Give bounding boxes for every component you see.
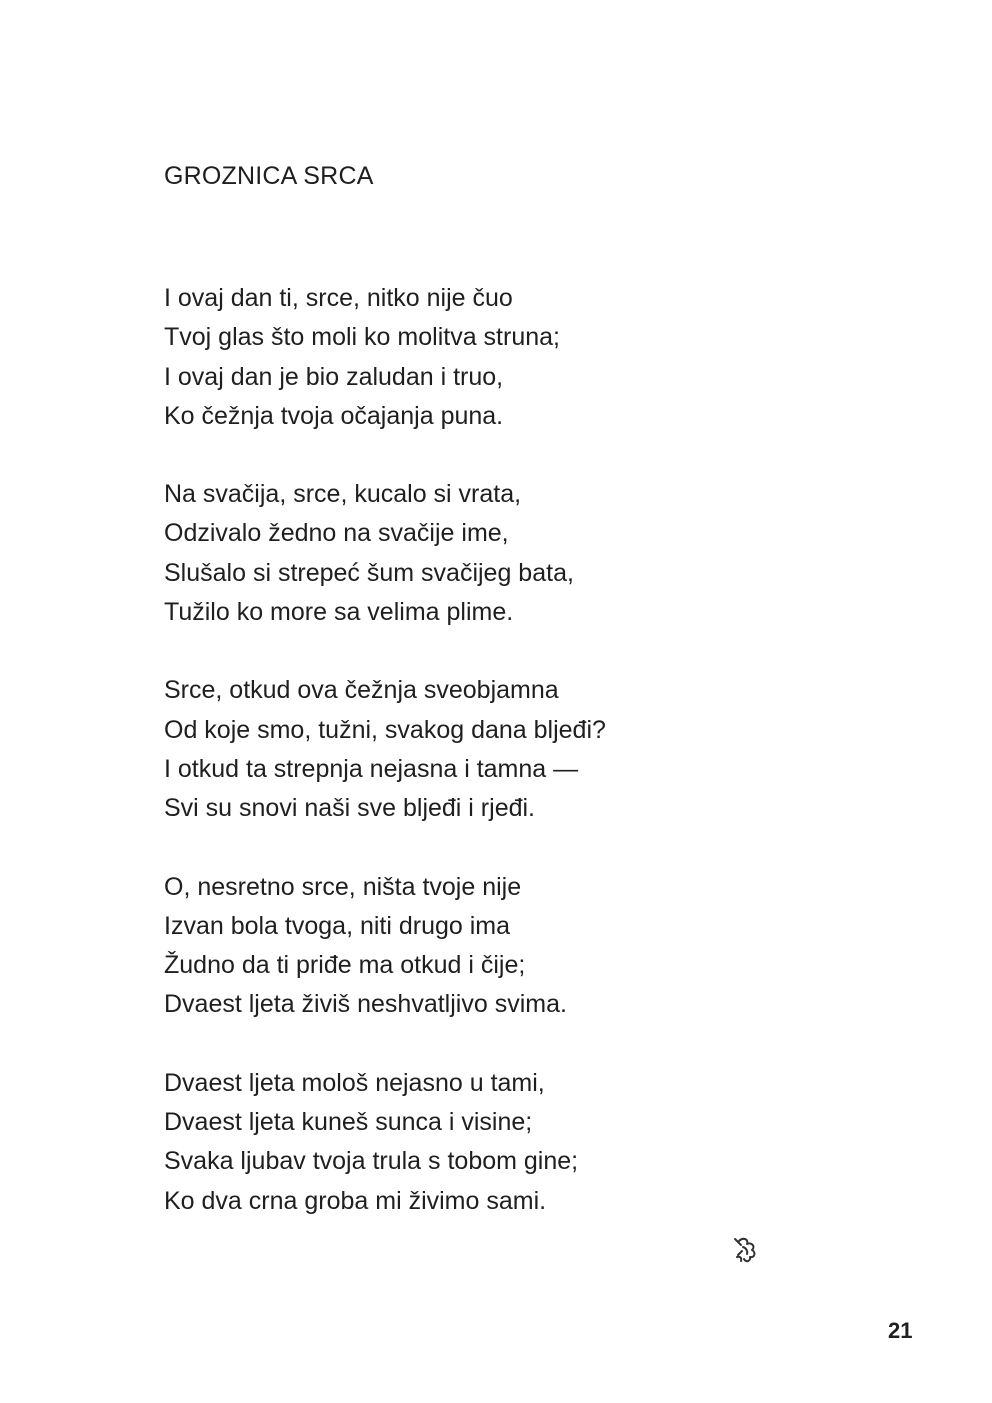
page-number: 21 [888, 1318, 913, 1343]
stanza-1 [164, 279, 804, 436]
verse-line: O, nesretno srce, ništa tvoje nije [164, 872, 522, 901]
verse-line: Izvan bola tvoga, niti drugo ima [164, 911, 511, 940]
stanza-3 [164, 671, 804, 828]
verse-line: Srce, otkud ova čežnja sveobjamna [164, 676, 559, 705]
verse-line: I ovaj dan je bio zaludan i truo, [164, 362, 504, 391]
verse-line: Žudno da ti priđe ma otkud i čije; [164, 951, 526, 980]
verse-line: Slušalo si strepeć šum svačijeg bata, [164, 558, 574, 587]
verse-line: Svi su snovi naši sve bljeđi i rjeđi. [164, 794, 535, 823]
stanza-5 [164, 1064, 804, 1221]
verse-line: Tužilo ko more sa velima plime. [164, 598, 514, 627]
poem-title: GROZNICA SRCA [164, 162, 374, 190]
verse-line: I ovaj dan ti, srce, nitko nije čuo [164, 284, 513, 312]
stanza-4 [164, 868, 804, 1025]
verse-line: Tvoj glas što moli ko molitva struna; [164, 323, 560, 352]
verse-line: Na svačija, srce, kucalo si vrata, [164, 480, 522, 509]
verse-line: Odzivalo žedno na svačije ime, [164, 519, 509, 548]
verse-line: Od koje smo, tužni, svakog dana bljeđi? [164, 715, 606, 744]
verse-line: Dvaest ljeta živiš neshvatljivo svima. [164, 990, 567, 1019]
verse-line: Dvaest ljeta kuneš sunca i visine; [164, 1108, 533, 1137]
verse-line: Dvaest ljeta mološ nejasno u tami, [164, 1068, 545, 1097]
verse-line: Ko dva crna groba mi živimo sami. [164, 1186, 547, 1215]
verse-line: I otkud ta strepnja nejasna i tamna — [164, 754, 579, 783]
stanza-2 [164, 475, 804, 632]
flower-vignette-icon [729, 1233, 763, 1267]
poem-body [164, 279, 804, 1260]
verse-line: Ko čežnja tvoja očajanja puna. [164, 401, 504, 430]
verse-line: Svaka ljubav tvoja trula s tobom gine; [164, 1147, 579, 1176]
